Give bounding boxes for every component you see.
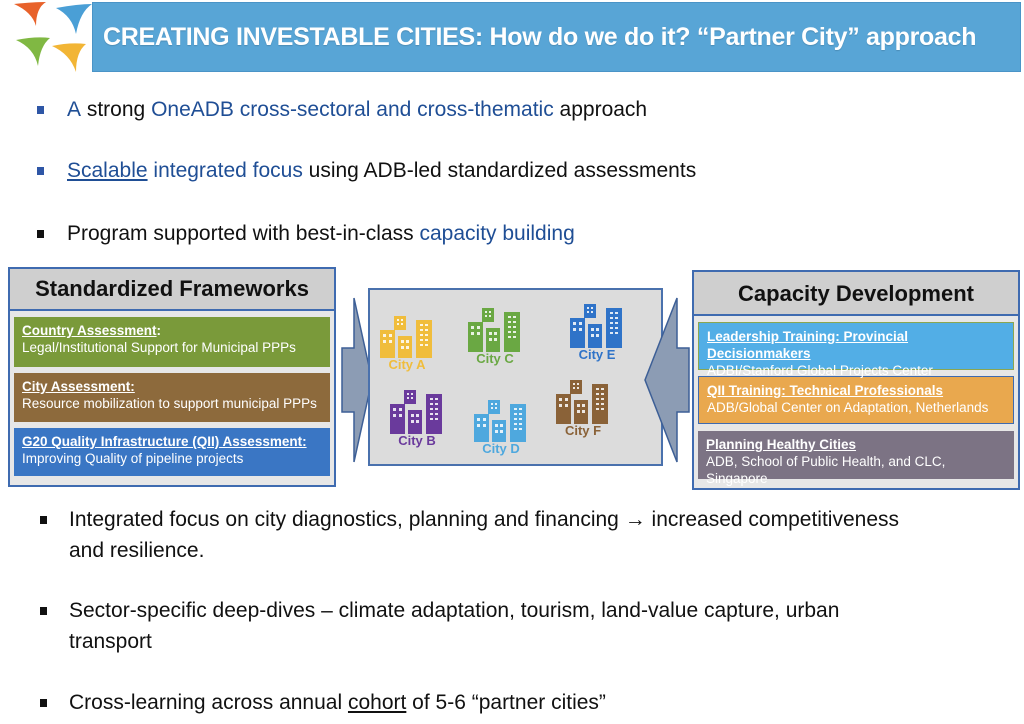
bullet-text-segment: capacity building	[419, 222, 575, 245]
card-title: City Assessment:	[22, 379, 135, 394]
city-f	[556, 380, 610, 438]
bullet-text-segment: cohort	[347, 691, 407, 714]
planning-healthy-cities-card	[698, 431, 1014, 486]
bullet-marker	[40, 607, 47, 615]
bullet-text-segment: Program supported with best-in-class	[67, 222, 420, 245]
title-bar	[92, 2, 1021, 72]
standardized-frameworks-panel	[8, 267, 336, 487]
card-body: ADB, School of Public Health, and CLC, Singapore	[706, 454, 946, 486]
card-body: ADB/Global Center on Adaptation, Netherlands	[707, 400, 989, 415]
card-body: ADBI/Stanford Global Projects Center	[707, 363, 933, 378]
city-label: City C	[476, 351, 514, 366]
city-label: City D	[482, 441, 520, 456]
city-buildings-icon	[570, 304, 624, 348]
leadership-training-card	[698, 322, 1014, 378]
card-title: G20 Quality Infrastructure (QII) Assessment:	[22, 434, 307, 449]
bullet-text-segment: integrated focus	[147, 159, 303, 182]
city-assessment-card	[14, 373, 330, 422]
card-title: QII Training: Technical Professionals	[707, 383, 944, 398]
city-e	[570, 304, 624, 362]
bullet-text	[69, 687, 606, 718]
panel-header: Standardized Frameworks	[10, 269, 334, 311]
bullet-text-segment: using ADB-led standardized assessments	[302, 159, 697, 182]
qii-training-card	[698, 376, 1014, 424]
city-d	[474, 400, 528, 456]
top-bullet-3	[37, 222, 575, 246]
city-c	[468, 308, 522, 366]
card-body: Resource mobilization to support municipal PPPs	[22, 396, 317, 411]
arrow-left-icon	[643, 296, 691, 464]
bullet-marker	[40, 516, 47, 524]
top-bullet-2	[37, 159, 696, 183]
card-title: Country Assessment	[22, 323, 157, 338]
city-label: City F	[564, 423, 602, 438]
bullet-marker	[37, 230, 44, 238]
adb-logo-icon	[6, 0, 92, 74]
bullet-marker	[40, 699, 47, 707]
city-buildings-icon	[474, 400, 528, 442]
bullet-text-segment: approach	[553, 98, 648, 121]
card-body: Legal/Institutional Support for Municipal PPPs	[22, 340, 296, 355]
bullet-text: Integrated focus on city diagnostics, planning and financing → increased competitiveness	[69, 508, 899, 531]
city-label: City B	[398, 433, 436, 448]
capacity-development-panel	[692, 270, 1020, 490]
country-assessment-card	[14, 317, 330, 367]
bullet-text-segment: Cross-learning across annual	[69, 691, 348, 714]
partner-cities-box	[368, 288, 663, 466]
bottom-bullet-3	[40, 687, 606, 718]
bullet-text: Sector-specific deep-dives – climate adaptation, tourism, land-value capture, urban	[69, 599, 840, 622]
city-b	[390, 390, 444, 448]
page-title: CREATING INVESTABLE CITIES: How do we do it? “Partner City” approach	[103, 22, 977, 51]
bullet-text: transport	[69, 630, 152, 653]
city-label: City A	[388, 357, 426, 372]
card-title: Planning Healthy Cities	[706, 437, 857, 452]
panel-header: Capacity Development	[694, 272, 1018, 316]
city-buildings-icon	[468, 308, 522, 352]
bullet-text: and resilience.	[69, 539, 205, 562]
card-body: Improving Quality of pipeline projects	[22, 451, 244, 466]
bullet-marker	[37, 167, 44, 175]
card-title: Leadership Training: Provincial Decisionmakers	[707, 329, 909, 361]
city-a	[380, 316, 434, 372]
bullet-text-segment: A	[67, 98, 82, 121]
card-title-suffix: :	[156, 323, 162, 338]
city-buildings-icon	[556, 380, 610, 424]
qii-assessment-card	[14, 428, 330, 476]
bullet-text-segment: strong	[81, 98, 152, 121]
bottom-bullet-2	[40, 595, 839, 657]
bullet-text-segment: OneADB cross-sectoral and cross-thematic	[151, 98, 554, 121]
top-bullet-1	[37, 98, 647, 122]
city-buildings-icon	[380, 316, 434, 358]
bullet-text-segment: Scalable	[67, 159, 148, 182]
bullet-text-segment: of 5-6 “partner cities”	[406, 691, 606, 714]
city-label: City E	[578, 347, 616, 362]
bullet-marker	[37, 106, 44, 114]
city-buildings-icon	[390, 390, 444, 434]
bottom-bullet-1	[40, 504, 899, 566]
